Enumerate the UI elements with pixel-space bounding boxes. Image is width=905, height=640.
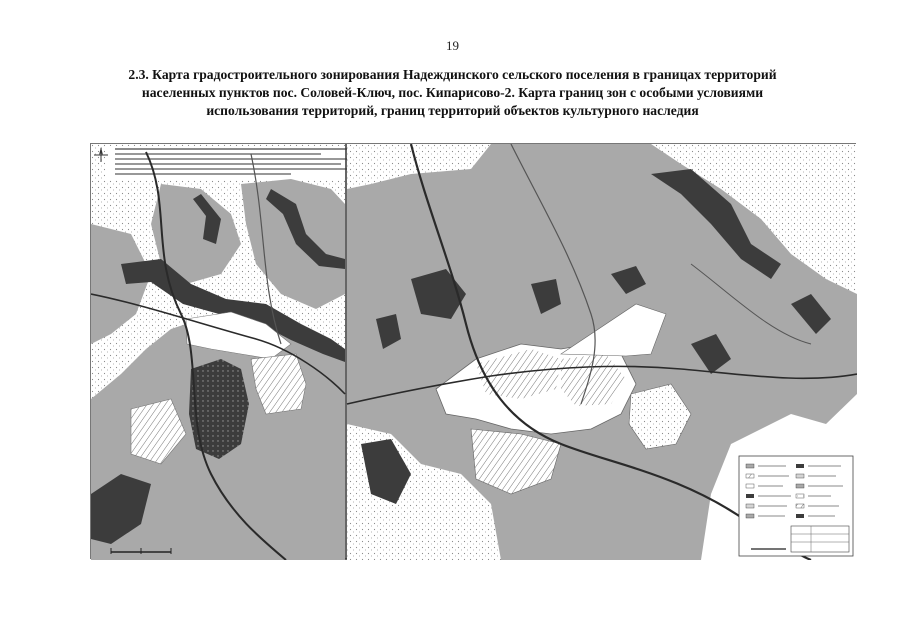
page-title-line-1: 2.3. Карта градостроительного зонирования Надеждинского сельского поселения в границах территорий [128, 67, 777, 82]
left-map-panel [91, 144, 375, 560]
right-map-panel [347, 144, 857, 560]
map-legend [739, 456, 853, 556]
page-title-line-3: использования территорий, границ территорий объектов культурного наследия [206, 103, 699, 118]
page-title [95, 66, 810, 120]
zoning-map [91, 144, 857, 560]
page-number: 19 [446, 38, 459, 53]
page-title-line-2: населенных пунктов пос. Соловей-Ключ, пос. Кипарисово-2. Карта границ зон с особыми условиями [141, 85, 764, 100]
zoning-map-figure [90, 143, 856, 559]
left-map-title-block [105, 146, 375, 180]
